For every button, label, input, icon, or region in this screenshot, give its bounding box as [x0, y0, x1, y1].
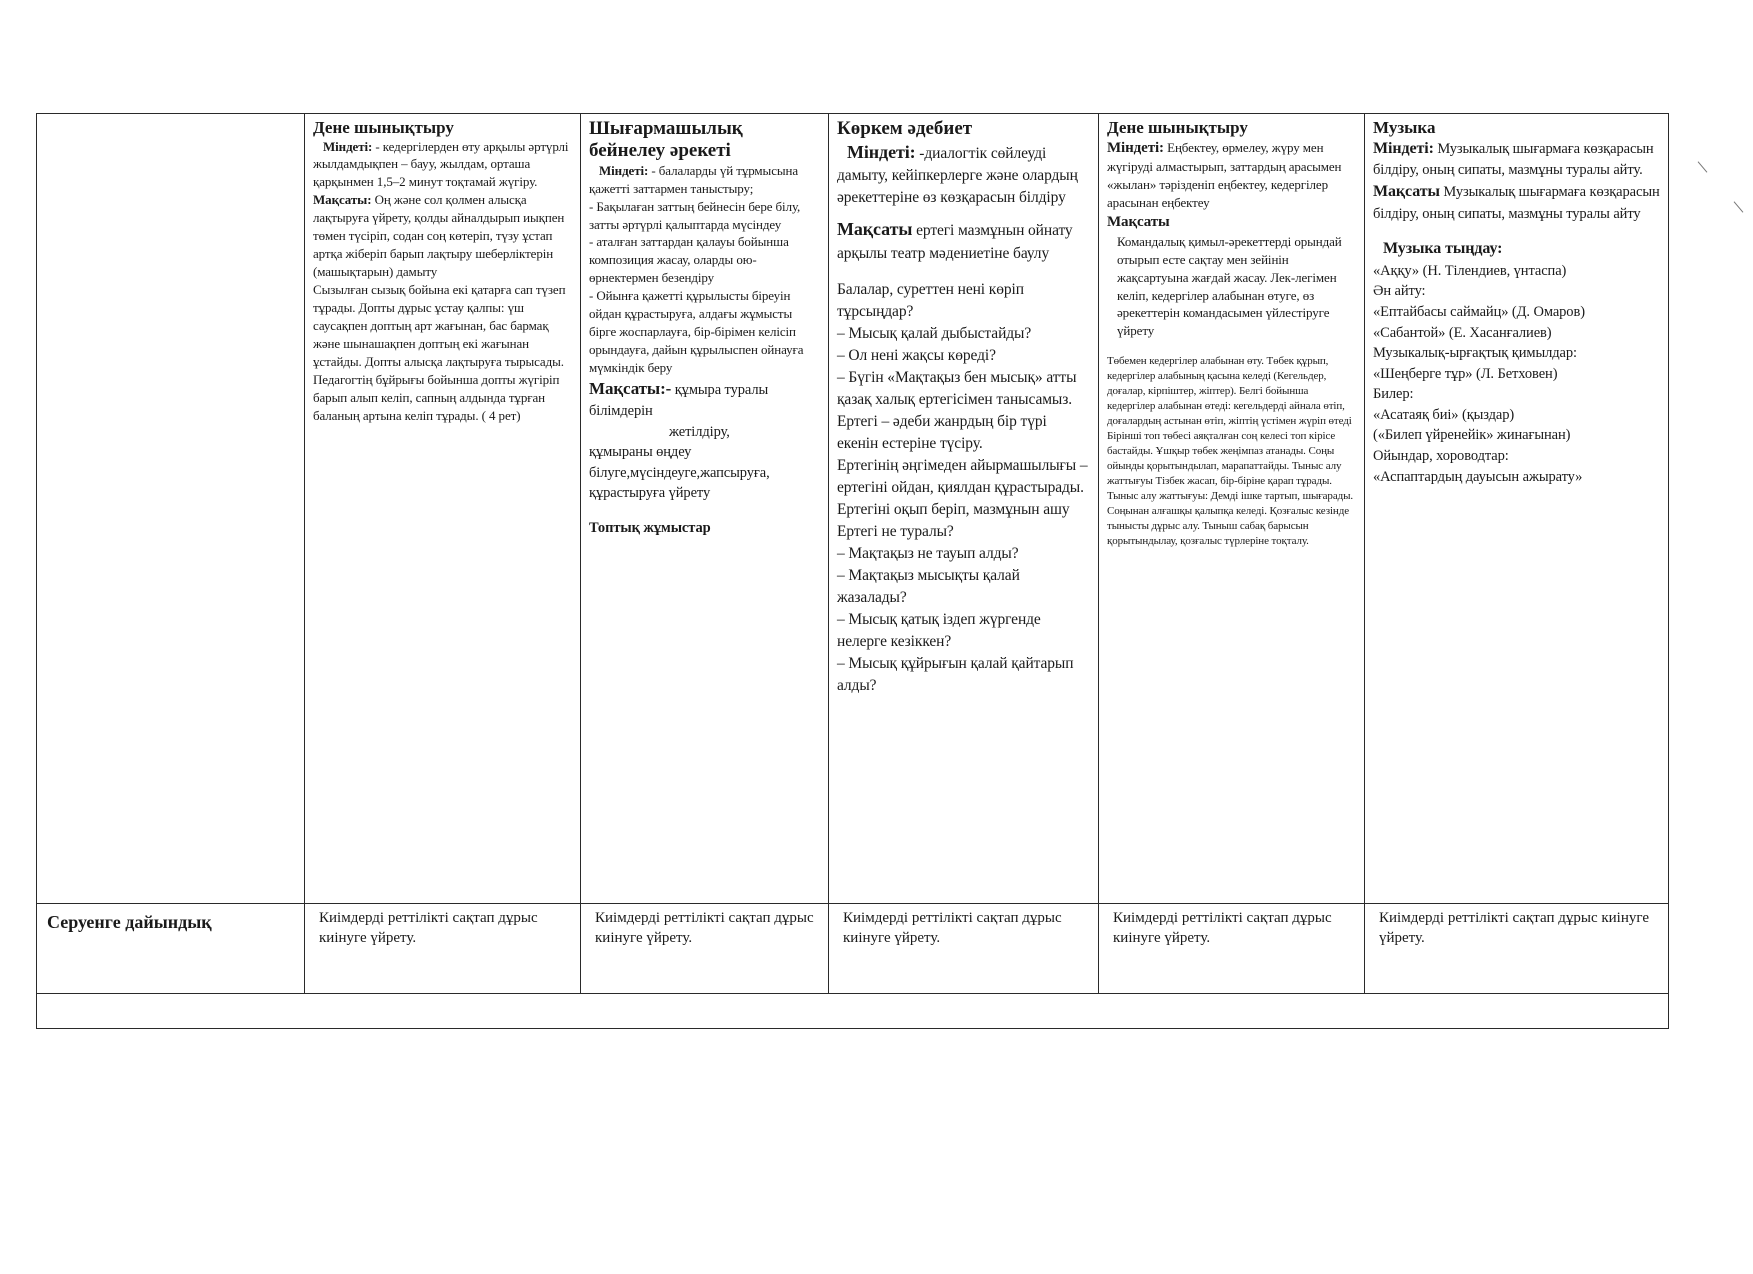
- activity-list-item: - аталған заттардан қалауы бойынша композиция жасау, оларды ою-өрнектермен безендіру: [589, 234, 789, 286]
- activity-cell-literature: [829, 114, 1099, 904]
- music-line: «Шеңберге тұр» (Л. Бетховен): [1373, 365, 1558, 382]
- activity-cell-physical-education-1: [305, 114, 581, 904]
- goal-text: құмыра туралы білімдерін: [589, 381, 769, 420]
- music-line: «Аспаптардың дауысын ажырату»: [1373, 468, 1583, 485]
- task-text: -диалогтік сөйлеуді дамыту, кейіпкерлерге және олардың әрекеттеріне өз көзқарасын білдіру: [837, 144, 1078, 207]
- music-line: «Аққу» (Н. Тілендиев, үнтаспа): [1373, 262, 1567, 279]
- activity-title: Музыка: [1373, 118, 1436, 137]
- task-label: Міндеті:: [1373, 139, 1434, 157]
- lesson-line: – Мысық қатық іздеп жүргенде нелерге кезіккен?: [837, 610, 1041, 650]
- goal-label: Мақсаты:-: [589, 378, 672, 398]
- walk-prep-cell: Киімдерді реттілікті сақтап дұрыс киінуге үйрету.: [581, 904, 829, 994]
- activity-list-item: - Бақылаған заттың бейнесін бере білу, затты әртүрлі қалыптарда мүсіндеу: [589, 198, 801, 232]
- empty-row: [37, 994, 1669, 1029]
- lesson-line: – Мақтақыз мысықты қалай жазалады?: [837, 566, 1020, 606]
- lesson-line: Ертегінің әңгімеден айырмашылығы – ертегіні ойдан, қиялдан құрастырады.: [837, 456, 1088, 496]
- activity-goal: [313, 191, 572, 281]
- activity-cell-creative-art: [581, 114, 829, 904]
- activity-goal: [589, 377, 820, 422]
- activity-task: [313, 138, 572, 192]
- activity-title: Дене шынықтыру: [1107, 118, 1248, 137]
- task-label: Міндеті:: [1107, 139, 1164, 156]
- music-line: Билер:: [1373, 386, 1414, 403]
- walk-prep-cell: Киімдерді реттілікті сақтап дұрыс киінуге үйрету.: [1365, 904, 1669, 994]
- task-text: Музыкалық шығармаға көзқарасын білдіру, оның сипаты, мазмұны туралы айту.: [1373, 140, 1654, 179]
- walk-prep-cell: Киімдерді реттілікті сақтап дұрыс киінуге үйрету.: [829, 904, 1099, 994]
- walk-prep-row: [37, 904, 1669, 994]
- task-label: Міндеті:: [847, 141, 916, 162]
- activity-list-item: - Ойынға қажетті құрылысты біреуін ойдан құрастыруға, алдағы жұмысты бірге жоспарлауға, бір-бірімен келісіп орындауға, дайын құрылыспен ойнауға мүмкіндік беру: [589, 288, 804, 375]
- activity-body: Сызылған сызық бойына екі қатарға сап түзеп тұрады. Допты дұрыс ұстау қалпы: үш саусақпен доптың арт жағынан, бас бармақ және шынашақпен доптың екі жағынан ұстайды. Допты алысқа лақтыруға тырысады. Педагогтің бұйрығы бойынша допты жүгіріп барып алып келіп, сапның алдында тұрған баланың артына келіп тұрады. ( 4 рет): [313, 282, 566, 423]
- music-line: («Билеп үйренейік» жинағынан): [1373, 427, 1571, 444]
- goal-text: Музыкалық шығармаға көзқарасын білдіру, оның сипаты, мазмұны туралы айту: [1373, 183, 1660, 222]
- lesson-line: Ертегі – әдеби жанрдың бір түрі екенін естеріне түсіру.: [837, 412, 1047, 452]
- task-label: Міндеті:: [599, 162, 649, 178]
- empty-cell: [37, 994, 1669, 1029]
- goal-text: Оң және сол қолмен алысқа лақтыруға үйрету, қолды айналдырып иықпен төмен түсіріп, содан соң көтеріп, түзу ұстап артқа жіберіп барып лақтыру шеберліктерін (машықтарын) дамыту: [313, 192, 565, 280]
- activity-title: Көркем әдебиет: [837, 118, 973, 139]
- walk-prep-label: Серуенге дайындық: [37, 904, 305, 994]
- scan-mark: [1698, 161, 1708, 172]
- goal-text-continued: жетілдіру,: [669, 423, 730, 440]
- walk-prep-cell: Киімдерді реттілікті сақтап дұрыс киінуге үйрету.: [1099, 904, 1365, 994]
- lesson-line: Ертегіні оқып беріп, мазмұнын ашу: [837, 500, 1070, 518]
- goal-label: Мақсаты: [1107, 214, 1170, 231]
- scan-mark: [1734, 201, 1744, 212]
- activity-cell-music: [1365, 114, 1669, 904]
- activity-goal: [1373, 181, 1660, 224]
- lesson-line: Балалар, суреттен нені көріп тұрсыңдар?: [837, 280, 1024, 320]
- activity-goal: [837, 217, 1090, 265]
- lesson-line: Ертегі не туралы?: [837, 522, 954, 540]
- activity-cell-physical-education-2: [1099, 114, 1365, 904]
- music-line: «Асатаяқ биі» (қыздар): [1373, 406, 1515, 423]
- activity-task: [837, 140, 1090, 210]
- task-text: - балаларды үй тұрмысына қажетті заттармен таныстыру;: [589, 162, 799, 196]
- group-work-label: Топтық жұмыстар: [589, 519, 711, 536]
- goal-text: Командалық қимыл-әрекеттерді орындай отырып есте сақтау мен зейінін жақсартуына жағдай жасау. Лек-легімен келіп, кедергілер алабынан өтуге, өз әрекеттерін командасымен үйлестіруге үйрету: [1117, 233, 1342, 339]
- lesson-line: – Бүгін «Мақтақыз бен мысық» атты қазақ халық ертегісімен танысамыз.: [837, 368, 1077, 408]
- music-line: Ойындар, хороводтар:: [1373, 448, 1509, 465]
- music-line: Ән айту:: [1373, 283, 1426, 300]
- lesson-line: – Мысық құйрығын қалай қайтарып алды?: [837, 654, 1074, 694]
- goal-text: ертегі мазмұнын ойнату арқылы театр мәдениетіне баулу: [837, 222, 1073, 262]
- goal-label: Мақсаты:: [313, 192, 372, 208]
- activity-task: [1373, 138, 1660, 181]
- music-line: Музыкалық-ырғақтық қимылдар:: [1373, 345, 1577, 362]
- listen-label: Музыка тыңдау:: [1383, 240, 1503, 258]
- row-label-empty: [37, 114, 305, 904]
- activities-row: [37, 114, 1669, 904]
- walk-prep-cell: Киімдерді реттілікті сақтап дұрыс киінуге үйрету.: [305, 904, 581, 994]
- lesson-line: – Мақтақыз не тауып алды?: [837, 544, 1019, 562]
- task-label: Міндеті:: [323, 138, 373, 154]
- goal-label: Мақсаты: [1373, 182, 1440, 200]
- activity-task: [1107, 138, 1356, 213]
- goal-text-continued: құмыраны өңдеу білуге,мүсіндеуге,жапсыруға, құрастыруға үйрету: [589, 444, 770, 502]
- activity-body: Төбемен кедергілер алабынан өту. Төбек құрып, кедергілер алабының қасына келеді (Кегельдер, доғалар, кірпіштер, жіптер). Белгі бойынша кедергілер алабынан өтеді: кегельдерді айнала өтіп, доғалардың астынан өтіп, жіптің үстімен жүріп өтеді Бірінші топ төбесі аяқталған соң келесі топ кірісе бастайды. Ұшқыр төбек жеңімпаз атанады. Соңы ойынды қорытындылап, марапаттайды. Тыныс алу жаттығуы Тізбек жасап, бір-біріне қарап тұрады. Тыныс алу жаттығуы: Демді ішке тартып, шығарады. Соңынан алғашқы қалыпқа келеді. Қозғалыс кезінде тынысты дұрыс алу. Тыныш сабақ барысын қорытындылау, қозғалыс түрлеріне тоқталу.: [1107, 355, 1354, 547]
- activity-title: Дене шынықтыру: [313, 118, 454, 137]
- task-text: Еңбектеу, өрмелеу, жүру мен жүгіруді алмастырып, заттардың арасымен «жылан» тәрізденіп еңбектеу, кедергілер арасынан еңбектеу: [1107, 139, 1342, 211]
- goal-label: Мақсаты: [837, 219, 913, 240]
- lesson-line: – Ол нені жақсы көреді?: [837, 346, 996, 364]
- lesson-line: – Мысық қалай дыбыстайды?: [837, 324, 1032, 342]
- schedule-table: [36, 113, 1669, 1029]
- activity-title: Шығармашылық бейнелеу әрекеті: [589, 118, 743, 161]
- music-line: «Ептайбасы саймайц» (Д. Омаров): [1373, 304, 1585, 321]
- activity-task: [589, 162, 820, 198]
- music-line: «Сабантой» (Е. Хасанғалиев): [1373, 324, 1552, 341]
- task-text: - кедергілерден өту арқылы әртүрлі жылдамдықпен – бауу, жылдам, орташа қарқынмен 1,5–2 минут тоқтамай жүгіру.: [313, 138, 569, 190]
